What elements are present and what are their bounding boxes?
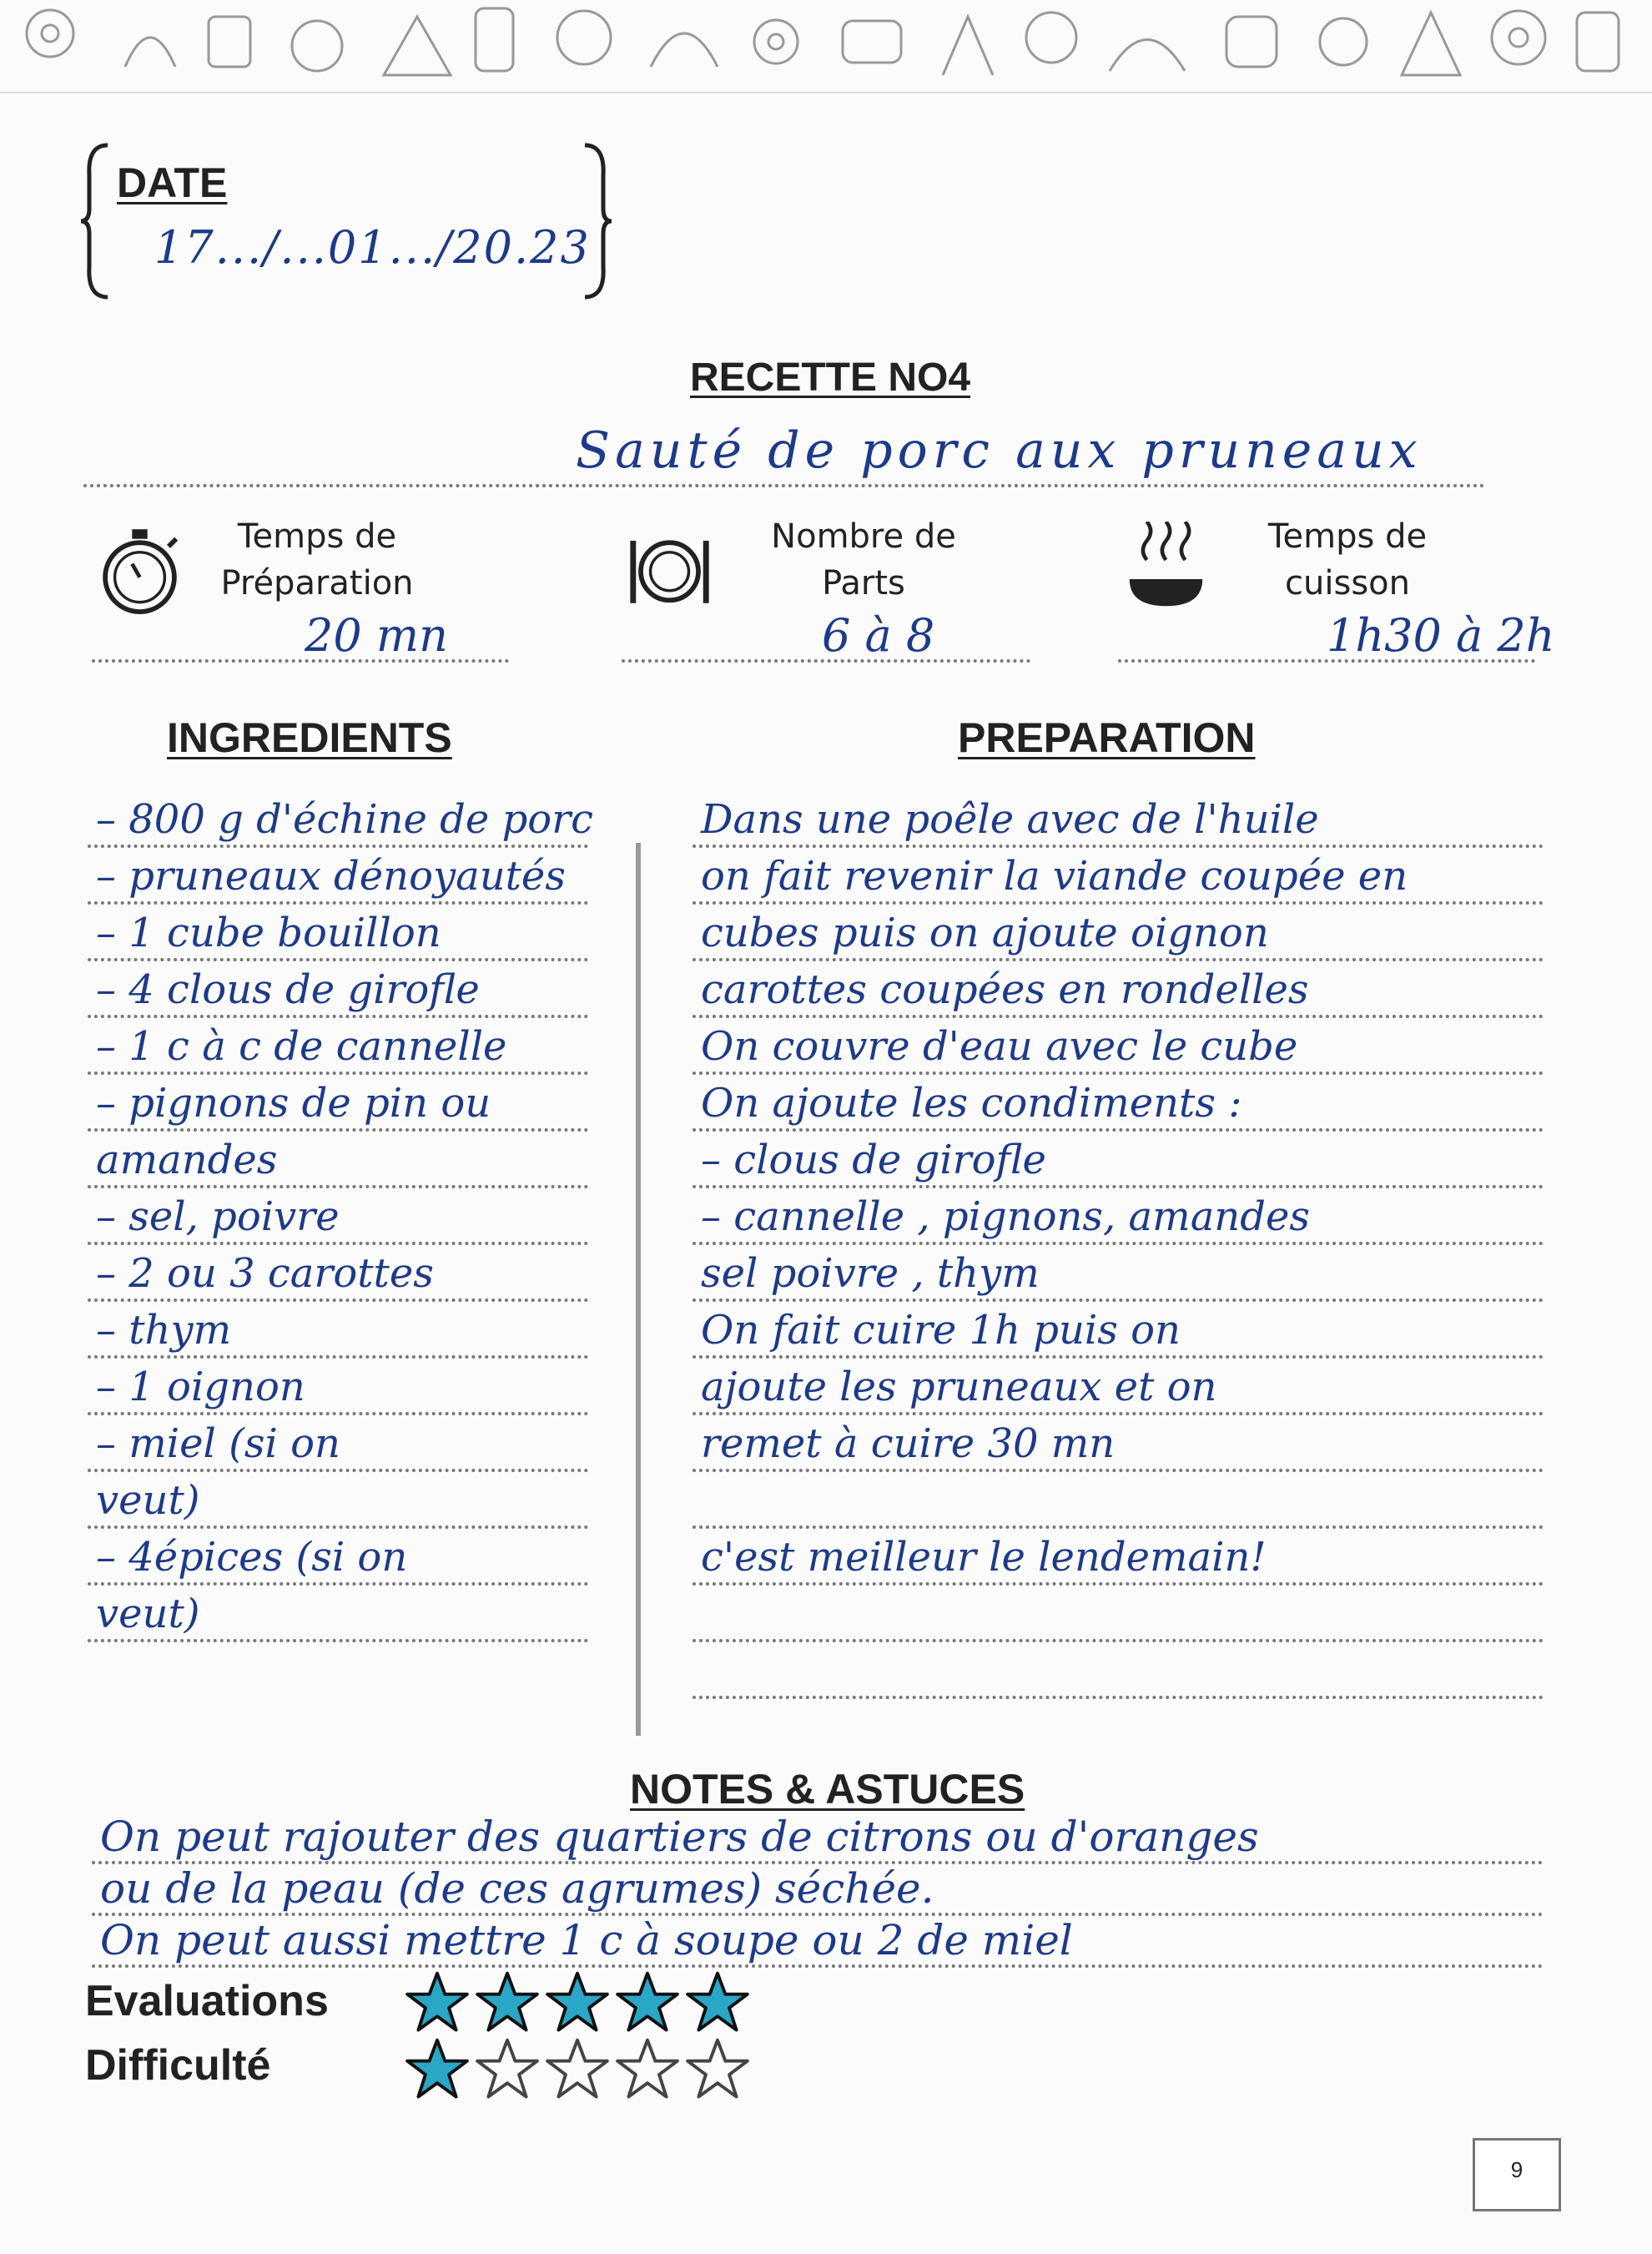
- evaluation-stars: [405, 1969, 750, 2039]
- difficulty-empty-star-icon: [475, 2036, 540, 2105]
- ing-line-dotted-line: [88, 1412, 588, 1415]
- prep-line-dotted-line: [693, 901, 1544, 905]
- date-value: 17.../...01.../20.23: [154, 221, 591, 274]
- ing-line-dotted-line: [88, 1639, 588, 1642]
- prep-line-text: carottes coupées en rondelles: [701, 966, 1309, 1013]
- ing-line-dotted-line: [88, 1582, 588, 1586]
- ing-line-dotted-line: [88, 1525, 588, 1529]
- doodle-pattern-icon: [0, 0, 1652, 92]
- prep-line-text: On couvre d'eau avec le cube: [701, 1023, 1298, 1070]
- prep-line-text: remet à cuire 30 mn: [701, 1420, 1116, 1467]
- prep-time-label: [217, 513, 417, 607]
- ing-line-dotted-line: [88, 1469, 588, 1472]
- prep-line-text: sel poivre , thym: [701, 1250, 1040, 1297]
- servings-block: [622, 513, 1055, 662]
- difficulty-empty-star-icon: [615, 2036, 680, 2105]
- servings-value: 6 à 8: [822, 609, 935, 662]
- ing-line-text: – 1 c à c de cannelle: [96, 1023, 507, 1070]
- evaluation-filled-star-icon: [615, 1969, 680, 2039]
- prep-line-text: – clous de girofle: [701, 1137, 1046, 1183]
- prep-line-dotted-line: [693, 1582, 1544, 1586]
- difficulty-stars: [405, 2036, 750, 2105]
- ing-line-dotted-line: [88, 1015, 588, 1018]
- prep-line-dotted-line: [693, 1072, 1544, 1075]
- prep-label-line1: Temps de: [237, 517, 397, 556]
- prep-dotted-line: [92, 659, 509, 663]
- ing-line-dotted-line: [88, 845, 588, 848]
- servings-dotted-line: [622, 659, 1030, 663]
- servings-label: [763, 513, 964, 607]
- page-number: 9: [1473, 2138, 1561, 2211]
- servings-label-line2: Parts: [822, 564, 905, 603]
- prep-line-dotted-line: [693, 1298, 1544, 1302]
- prep-line-dotted-line: [693, 1639, 1544, 1642]
- servings-label-line1: Nombre de: [771, 517, 956, 556]
- notes-line-text: ou de la peau (de ces agrumes) séchée.: [100, 1864, 934, 1913]
- ing-line-text: veut): [96, 1477, 200, 1524]
- prep-line-dotted-line: [693, 958, 1544, 961]
- cook-label-line1: Temps de: [1267, 517, 1428, 556]
- recipe-title: Sauté de porc aux pruneaux: [576, 421, 1423, 480]
- evaluation-filled-star-icon: [405, 1969, 470, 2039]
- prep-line-dotted-line: [693, 1525, 1544, 1529]
- prep-time-block: [92, 513, 534, 662]
- ingredients-title: INGREDIENTS: [167, 714, 452, 761]
- ing-line-text: – miel (si on: [96, 1420, 340, 1467]
- ing-line-dotted-line: [88, 958, 588, 961]
- recipe-number: RECETTE NO4: [689, 355, 971, 400]
- ing-line-text: – 2 ou 3 carottes: [96, 1250, 434, 1297]
- prep-line-text: On ajoute les condiments :: [701, 1080, 1242, 1127]
- ing-line-text: amandes: [96, 1137, 278, 1183]
- plate-cutlery-icon: [622, 522, 718, 618]
- prep-line-dotted-line: [693, 1469, 1544, 1472]
- prep-line-text: On fait cuire 1h puis on: [701, 1307, 1181, 1354]
- right-brace-icon: [580, 142, 613, 300]
- title-dotted-line: [83, 484, 1485, 487]
- cook-time-label: [1252, 513, 1443, 607]
- prep-line-dotted-line: [693, 1242, 1544, 1245]
- steaming-pot-icon: [1118, 522, 1214, 618]
- ing-line-text: – sel, poivre: [96, 1193, 340, 1240]
- ing-line-dotted-line: [88, 1128, 588, 1132]
- ing-line-dotted-line: [88, 1072, 588, 1075]
- prep-line-text: Dans une poêle avec de l'huile: [701, 796, 1319, 843]
- prep-line-text: ajoute les pruneaux et on: [701, 1364, 1217, 1410]
- prep-line-dotted-line: [693, 1696, 1544, 1699]
- ing-line-text: veut): [96, 1591, 200, 1637]
- ing-line-dotted-line: [88, 901, 588, 905]
- ing-line-text: – 1 cube bouillon: [96, 910, 441, 956]
- difficulty-empty-star-icon: [685, 2036, 750, 2105]
- prep-line-dotted-line: [693, 1355, 1544, 1359]
- cook-dotted-line: [1118, 659, 1535, 663]
- prep-time-value: 20 mn: [305, 609, 448, 662]
- preparation-title: PREPARATION: [958, 714, 1256, 761]
- difficulty-empty-star-icon: [545, 2036, 610, 2105]
- ing-line-text: – pruneaux dénoyautés: [96, 853, 566, 900]
- notes-line-dotted-line: [92, 1964, 1544, 1968]
- evaluation-label: Evaluations: [85, 1977, 329, 2025]
- difficulty-filled-star-icon: [405, 2036, 470, 2105]
- ing-line-text: – thym: [96, 1307, 232, 1354]
- prep-line-dotted-line: [693, 1412, 1544, 1415]
- evaluation-filled-star-icon: [475, 1969, 540, 2039]
- ing-line-text: – 1 oignon: [96, 1364, 305, 1410]
- evaluation-filled-star-icon: [685, 1969, 750, 2039]
- ing-line-dotted-line: [88, 1242, 588, 1245]
- date-label: DATE: [117, 159, 228, 206]
- notes-line-text: On peut aussi mettre 1 c à soupe ou 2 de miel: [100, 1916, 1073, 1964]
- prep-line-text: – cannelle , pignons, amandes: [701, 1193, 1310, 1240]
- ing-line-dotted-line: [88, 1355, 588, 1359]
- evaluation-filled-star-icon: [545, 1969, 610, 2039]
- prep-line-dotted-line: [693, 1128, 1544, 1132]
- prep-line-dotted-line: [693, 845, 1544, 848]
- difficulty-label: Difficulté: [85, 2041, 271, 2090]
- cook-time-value: 1h30 à 2h: [1327, 609, 1555, 662]
- notes-title: NOTES & ASTUCES: [630, 1766, 1025, 1813]
- ing-line-dotted-line: [88, 1185, 588, 1188]
- prep-line-dotted-line: [693, 1015, 1544, 1018]
- food-doodle-banner: [0, 0, 1652, 93]
- ing-line-text: – 4 clous de girofle: [96, 966, 480, 1013]
- ing-line-text: – 4épices (si on: [96, 1534, 408, 1581]
- notes-line-text: On peut rajouter des quartiers de citrons ou d'oranges: [100, 1813, 1259, 1861]
- ing-line-text: – pignons de pin ou: [96, 1080, 491, 1127]
- prep-label-line2: Préparation: [220, 564, 414, 603]
- prep-line-text: c'est meilleur le lendemain!: [701, 1534, 1267, 1581]
- prep-line-dotted-line: [693, 1185, 1544, 1188]
- column-divider: [636, 843, 641, 1736]
- ing-line-dotted-line: [88, 1298, 588, 1302]
- stopwatch-icon: [92, 522, 188, 618]
- cook-time-block: [1118, 513, 1635, 662]
- ing-line-text: – 800 g d'échine de porc: [96, 796, 594, 843]
- prep-line-text: on fait revenir la viande coupée en: [701, 853, 1408, 900]
- left-brace-icon: [79, 142, 113, 300]
- date-block: [79, 142, 613, 300]
- cook-label-line2: cuisson: [1285, 564, 1410, 603]
- prep-line-text: cubes puis on ajoute oignon: [701, 910, 1269, 956]
